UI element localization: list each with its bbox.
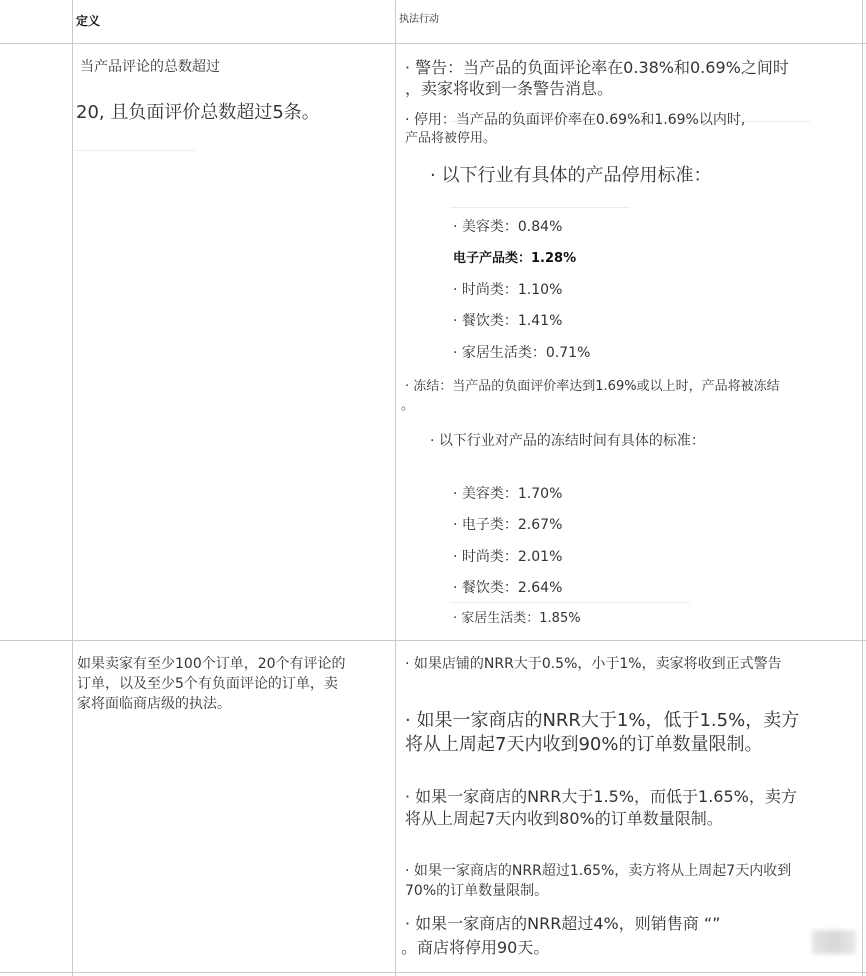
row1-suspend-standard-title: · 以下行业有具体的产品停用标准： <box>430 165 712 186</box>
col-divider-left <box>72 0 73 976</box>
row2-action3-line2: 将从上周起7天内收到80%的订单数量限制。 <box>405 809 723 828</box>
suspend-item-food: · 餐饮类：1.41% <box>453 313 563 329</box>
row2-action4-line1: · 如果一家商店的NRR超过1.65%，卖方将从上周起7天内收到 <box>405 863 792 879</box>
row1-definition-line1: 当产品评论的总数超过 <box>80 59 220 75</box>
row2-action3-line1: · 如果一家商店的NRR大于1.5%，而低于1.65%，卖方 <box>405 787 797 806</box>
row2-action2-line2: 将从上周起7天内收到90%的订单数量限制。 <box>405 734 763 755</box>
header-definition: 定义 <box>76 14 101 28</box>
row2-action4-line2: 70%的订单数量限制。 <box>405 883 549 899</box>
header-enforcement-action: 执法行动 <box>399 14 439 25</box>
freeze-item-home: · 家居生活类：1.85% <box>453 611 581 626</box>
row1-suspend-line1: · 停用：当产品的负面评价率在0.69%和1.69%以内时, <box>405 112 746 128</box>
scan-artifact-line <box>75 150 195 151</box>
scan-artifact-line <box>450 207 630 208</box>
blurred-redaction <box>812 930 856 954</box>
row-divider-bottom <box>0 972 866 973</box>
row1-freeze-standard-title: · 以下行业对产品的冻结时间有具体的标准： <box>430 433 705 449</box>
row-divider-header <box>0 43 866 44</box>
row2-action1: · 如果店铺的NRR大于0.5%，小于1%，卖家将收到正式警告 <box>405 656 782 672</box>
row2-definition-line3: 家将面临商店级的执法。 <box>77 696 231 712</box>
suspend-item-home: · 家居生活类：0.71% <box>453 345 591 361</box>
row2-definition-line2: 订单，以及至少5个有负面评论的订单，卖 <box>77 676 338 692</box>
row1-suspend-line2: 产品将被停用。 <box>405 131 497 146</box>
col-divider-right <box>862 0 863 976</box>
row-divider-middle <box>0 640 866 641</box>
row2-action5-line2: 。商店将停用90天。 <box>401 938 550 957</box>
freeze-item-food: · 餐饮类：2.64% <box>453 580 563 596</box>
freeze-item-electronics: · 电子类：2.67% <box>453 517 563 533</box>
row2-action2-line1: · 如果一家商店的NRR大于1%，低于1.5%，卖方 <box>405 710 800 731</box>
row1-freeze-line2: 。 <box>401 398 415 413</box>
scan-artifact-line <box>450 602 690 603</box>
suspend-item-beauty: · 美容类：0.84% <box>453 219 563 235</box>
freeze-item-beauty: · 美容类：1.70% <box>453 486 563 502</box>
suspend-item-fashion: · 时尚类：1.10% <box>453 282 563 298</box>
col-divider-mid <box>395 0 396 976</box>
row1-warning-line2: ，卖家将收到一条警告消息。 <box>405 79 614 98</box>
row2-definition-line1: 如果卖家有至少100个订单，20个有评论的 <box>77 656 346 672</box>
row1-definition-line2: 20, 且负面评价总数超过5条。 <box>76 102 320 123</box>
row1-freeze-line1: · 冻结：当产品的负面评价率达到1.69%或以上时，产品将被冻结 <box>405 379 780 394</box>
suspend-item-electronics: 电子产品类：1.28% <box>453 251 577 266</box>
row2-action5-line1: · 如果一家商店的NRR超过4%，则销售商 “” <box>405 914 721 933</box>
row1-warning-line1: · 警告：当产品的负面评论率在0.38%和0.69%之间时 <box>405 58 789 77</box>
freeze-item-fashion: · 时尚类：2.01% <box>453 549 563 565</box>
